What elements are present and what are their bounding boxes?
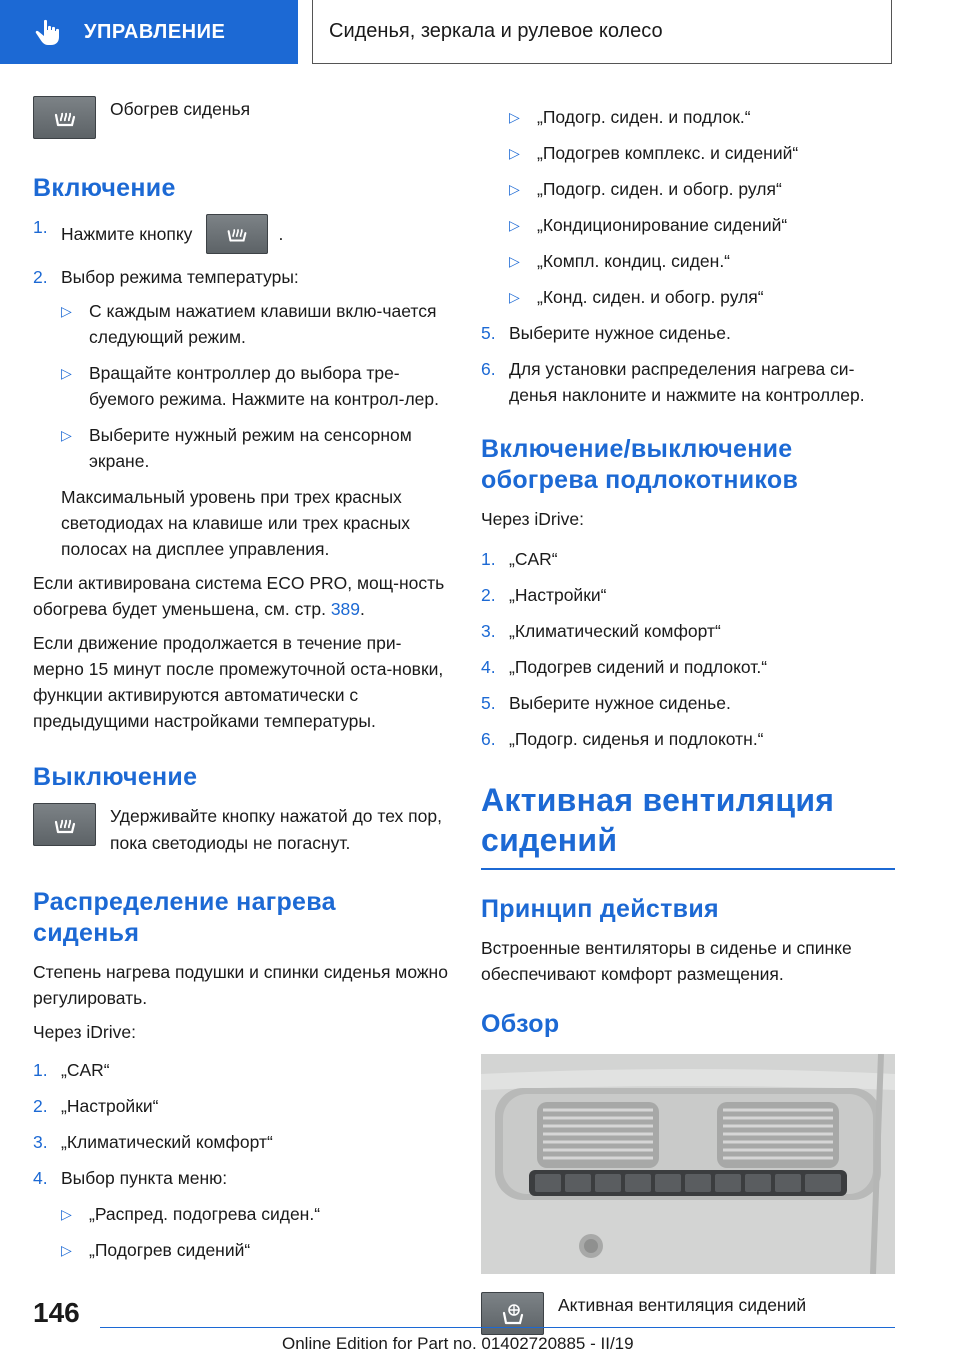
triangle-bullet-icon: ▷: [509, 253, 520, 269]
triangle-bullet-icon: ▷: [61, 303, 72, 319]
switch-off-text: Удерживайте кнопку нажатой до тех пор, пока светодиоды не погаснут.: [110, 806, 442, 853]
list-item: ▷ Выберите нужный режим на сенсорном экране.: [61, 422, 448, 474]
triangle-bullet-icon: ▷: [61, 427, 72, 443]
ventilation-icon-row: [481, 1292, 895, 1335]
triangle-bullet-icon: ▷: [61, 365, 72, 381]
via-idrive: Через iDrive:: [33, 1022, 136, 1042]
distribution-steps: [33, 1057, 448, 1191]
step-text: Выбор режима температуры:: [61, 267, 299, 287]
list-item: 5. Выберите нужное сиденье.: [481, 693, 731, 713]
list-item: ▷ „Подогрев комплекс. и сидений“: [509, 140, 895, 166]
list-item: 5. Выберите нужное сиденье.: [481, 323, 731, 343]
section-tab: [0, 0, 298, 64]
heading-switch-off: Выключение: [33, 763, 198, 791]
distribution-text: Степень нагрева подушки и спинки сиденья можно регулировать.: [33, 962, 448, 1008]
heading-armrest: Включение/выключение обогрева подлокотников: [481, 435, 799, 494]
dashboard-vents-photo: [481, 1054, 895, 1274]
note-max-level: Максимальный уровень при трех красных светодиодах на клавише или трех красных полосах на дисплее управления.: [61, 487, 411, 559]
chapter-title: [312, 0, 892, 64]
left-column: [33, 96, 448, 1273]
triangle-bullet-icon: ▷: [61, 1206, 72, 1222]
heading-switch-on: Включение: [33, 174, 176, 202]
seat-ventilation-icon: [498, 1299, 528, 1329]
list-item: ▷ „Компл. кондиц. сиден.“: [509, 248, 895, 274]
list-item: ▷ „Подогр. сиден. и обогр. руля“: [509, 176, 895, 202]
list-item: 6. Для установки распределения нагрева си-денья наклоните и нажмите на контроллер.: [481, 359, 865, 405]
step-text: Нажмите кнопку: [61, 224, 193, 244]
list-item: ▷ „Распред. подогрева сиден.“: [61, 1201, 448, 1227]
list-item: 4. „Подогрев сидений и подлокот.“: [481, 657, 768, 677]
heading-principle: Принцип действия: [481, 895, 719, 923]
hand-touch-icon: [26, 10, 70, 54]
heading-active-ventilation: Активная вентиляция сидений: [481, 782, 835, 858]
section-title: УПРАВЛЕНИЕ: [84, 20, 226, 43]
triangle-bullet-icon: ▷: [509, 145, 520, 161]
via-idrive: Через iDrive:: [481, 509, 584, 529]
triangle-bullet-icon: ▷: [509, 181, 520, 197]
list-item: 4. Выбор пункта меню:: [33, 1168, 228, 1188]
list-item: 3. „Климатический комфорт“: [481, 621, 721, 641]
ventilation-caption: Активная вентиляция сидений: [558, 1295, 807, 1315]
list-item: ▷ „Конд. сиден. и обогр. руля“: [509, 284, 895, 310]
seat-heating-caption: Обогрев сиденья: [110, 99, 251, 119]
triangle-bullet-icon: ▷: [61, 1242, 72, 1258]
seat-heating-button-image: [33, 96, 96, 139]
eco-pro-note: Если активирована система ECO PRO, мощ-ность обогрева будет уменьшена, см. стр. 389.: [33, 573, 445, 619]
menu-bullets: [61, 1201, 448, 1263]
dashboard-illustration: [481, 1054, 895, 1274]
continue-note: Если движение продолжается в течение при-мерно 15 минут после промежуточной оста-новки, функции активируются автоматически с предыдущими настройками температуры.: [33, 633, 444, 731]
seat-heating-button-image: [33, 803, 96, 846]
menu-bullets-cont: [509, 104, 895, 310]
page-link-389[interactable]: 389: [330, 599, 361, 619]
seat-heating-button-inline: [206, 214, 268, 254]
mode-bullets: [61, 298, 448, 474]
list-item: ▷ Вращайте контроллер до выбора тре-буемого режима. Нажмите на контрол-лер.: [61, 360, 448, 412]
list-item: 2. Выбор режима температуры:: [33, 264, 448, 290]
heading-overview: Обзор: [481, 1010, 560, 1038]
triangle-bullet-icon: ▷: [509, 109, 520, 125]
switch-on-steps: [33, 214, 448, 290]
footer-rule: [100, 1327, 895, 1328]
list-item: ▷ „Кондиционирование сидений“: [509, 212, 895, 238]
list-item: 6. „Подогр. сиденья и подлокотн.“: [481, 729, 764, 749]
right-column: [481, 104, 895, 1335]
seat-ventilation-button-image: [481, 1292, 544, 1335]
list-item: 1. Нажмите кнопку .: [33, 214, 448, 254]
chapter-title-text: Сиденья, зеркала и рулевое колесо: [329, 20, 663, 42]
armrest-steps: [481, 546, 895, 752]
principle-text: Встроенные вентиляторы в сиденье и спинке обеспечивают комфорт размещения.: [481, 938, 852, 984]
switch-off-row: [33, 803, 448, 857]
list-item: 2. „Настройки“: [481, 585, 607, 605]
list-item: ▷ С каждым нажатием клавиши вклю-чается следующий режим.: [61, 298, 448, 350]
list-item: ▷ „Подогр. сиден. и подлок.“: [509, 104, 895, 130]
heading-rule: [481, 868, 895, 870]
list-item: 1. „CAR“: [33, 1060, 110, 1080]
triangle-bullet-icon: ▷: [509, 217, 520, 233]
list-item: ▷ „Подогрев сидений“: [61, 1237, 448, 1263]
seat-heating-icon: [50, 103, 80, 133]
seat-heat-icon-row: [33, 96, 448, 139]
final-steps: [481, 320, 895, 408]
list-item: 2. „Настройки“: [33, 1096, 159, 1116]
list-item: 3. „Климатический комфорт“: [33, 1132, 273, 1152]
heading-distribution: Распределение нагрева сиденья: [33, 888, 336, 947]
list-item: 1. „CAR“: [481, 549, 558, 569]
seat-heating-icon: [50, 810, 80, 840]
seat-heating-icon: [223, 220, 251, 248]
edition-note: Online Edition for Part no. 01402720885 - II/19: [282, 1334, 634, 1353]
triangle-bullet-icon: ▷: [509, 289, 520, 305]
page-number: 146: [33, 1297, 80, 1328]
